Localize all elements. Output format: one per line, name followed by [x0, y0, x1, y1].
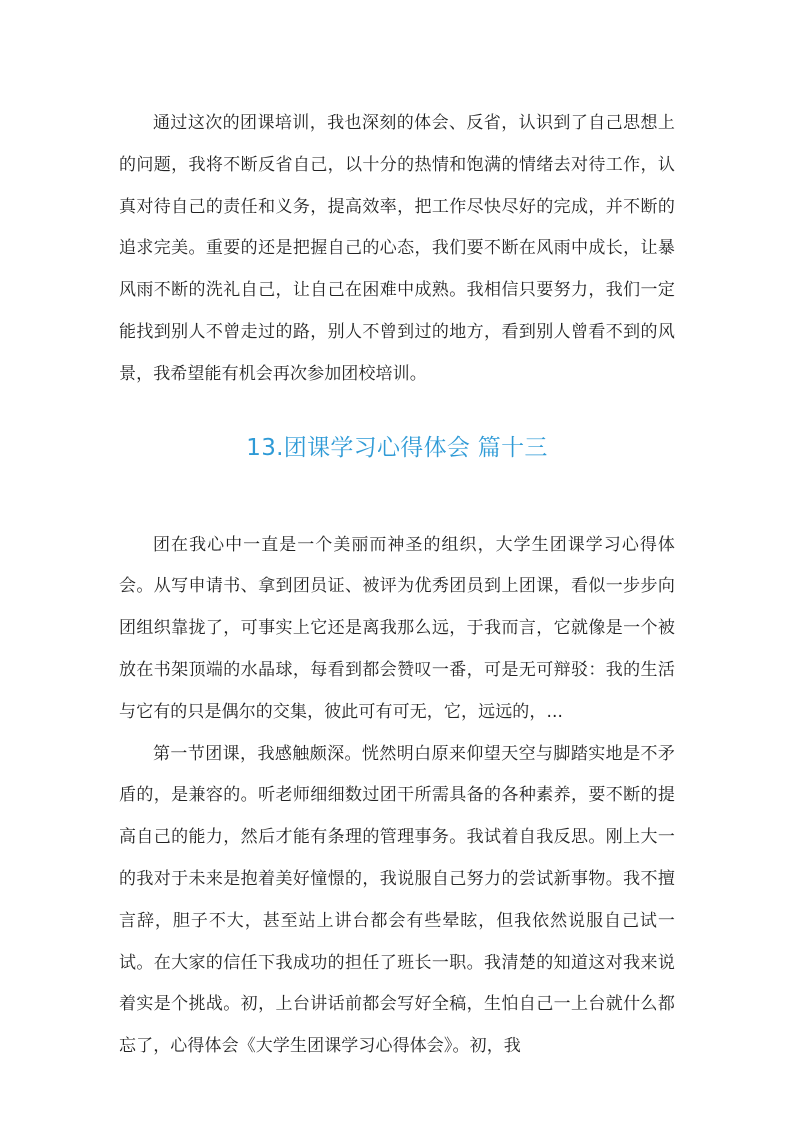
- section-heading: 13.团课学习心得体会 篇十三: [246, 434, 548, 461]
- paragraph-2: 团在我心中一直是一个美丽而神圣的组织，大学生团课学习心得体会。从写申请书、拿到团员证、被评为优秀团员到上团课，看似一步步向团组织靠拢了，可事实上它还是离我那么远，于我而言，它就像是一个被放在书架顶端的水晶球，每看到都会赞叹一番，可是无可辩驳：我的生活与它有的只是偶尔的交集，彼此可有可无，它，远远的，...: [119, 534, 675, 722]
- paragraph-1: 通过这次的团课培训，我也深刻的体会、反省，认识到了自己思想上的问题，我将不断反省自己，以十分的热情和饱满的情绪去对待工作，认真对待自己的责任和义务，提高效率，把工作尽快尽好的完成，并不断的追求完美。重要的还是把握自己的心态，我们要不断在风雨中成长，让暴风雨不断的洗礼自己，让自己在困难中成熟。我相信只要努力，我们一定能找到别人不曾走过的路，别人不曾到过的地方，看到别人曾看不到的风景，我希望能有机会再次参加团校培训。: [119, 113, 675, 384]
- paragraph-3: 第一节团课，我感触颇深。恍然明白原来仰望天空与脚踏实地是不矛盾的，是兼容的。听老师细细数过团干所需具备的各种素养，要不断的提高自己的能力，然后才能有条理的管理事务。我试着自我反思。刚上大一的我对于未来是抱着美好憧憬的，我说服自己努力的尝试新事物。我不擅言辞，胆子不大，甚至站上讲台都会有些晕眩，但我依然说服自己试一试。在大家的信任下我成功的担任了班长一职。我清楚的知道这对我来说着实是个挑战。初，上台讲话前都会写好全稿，生怕自己一上台就什么都忘了，心得体会《大学生团课学习心得体会》。初，我: [119, 743, 675, 1057]
- document-page: [119, 103, 675, 1068]
